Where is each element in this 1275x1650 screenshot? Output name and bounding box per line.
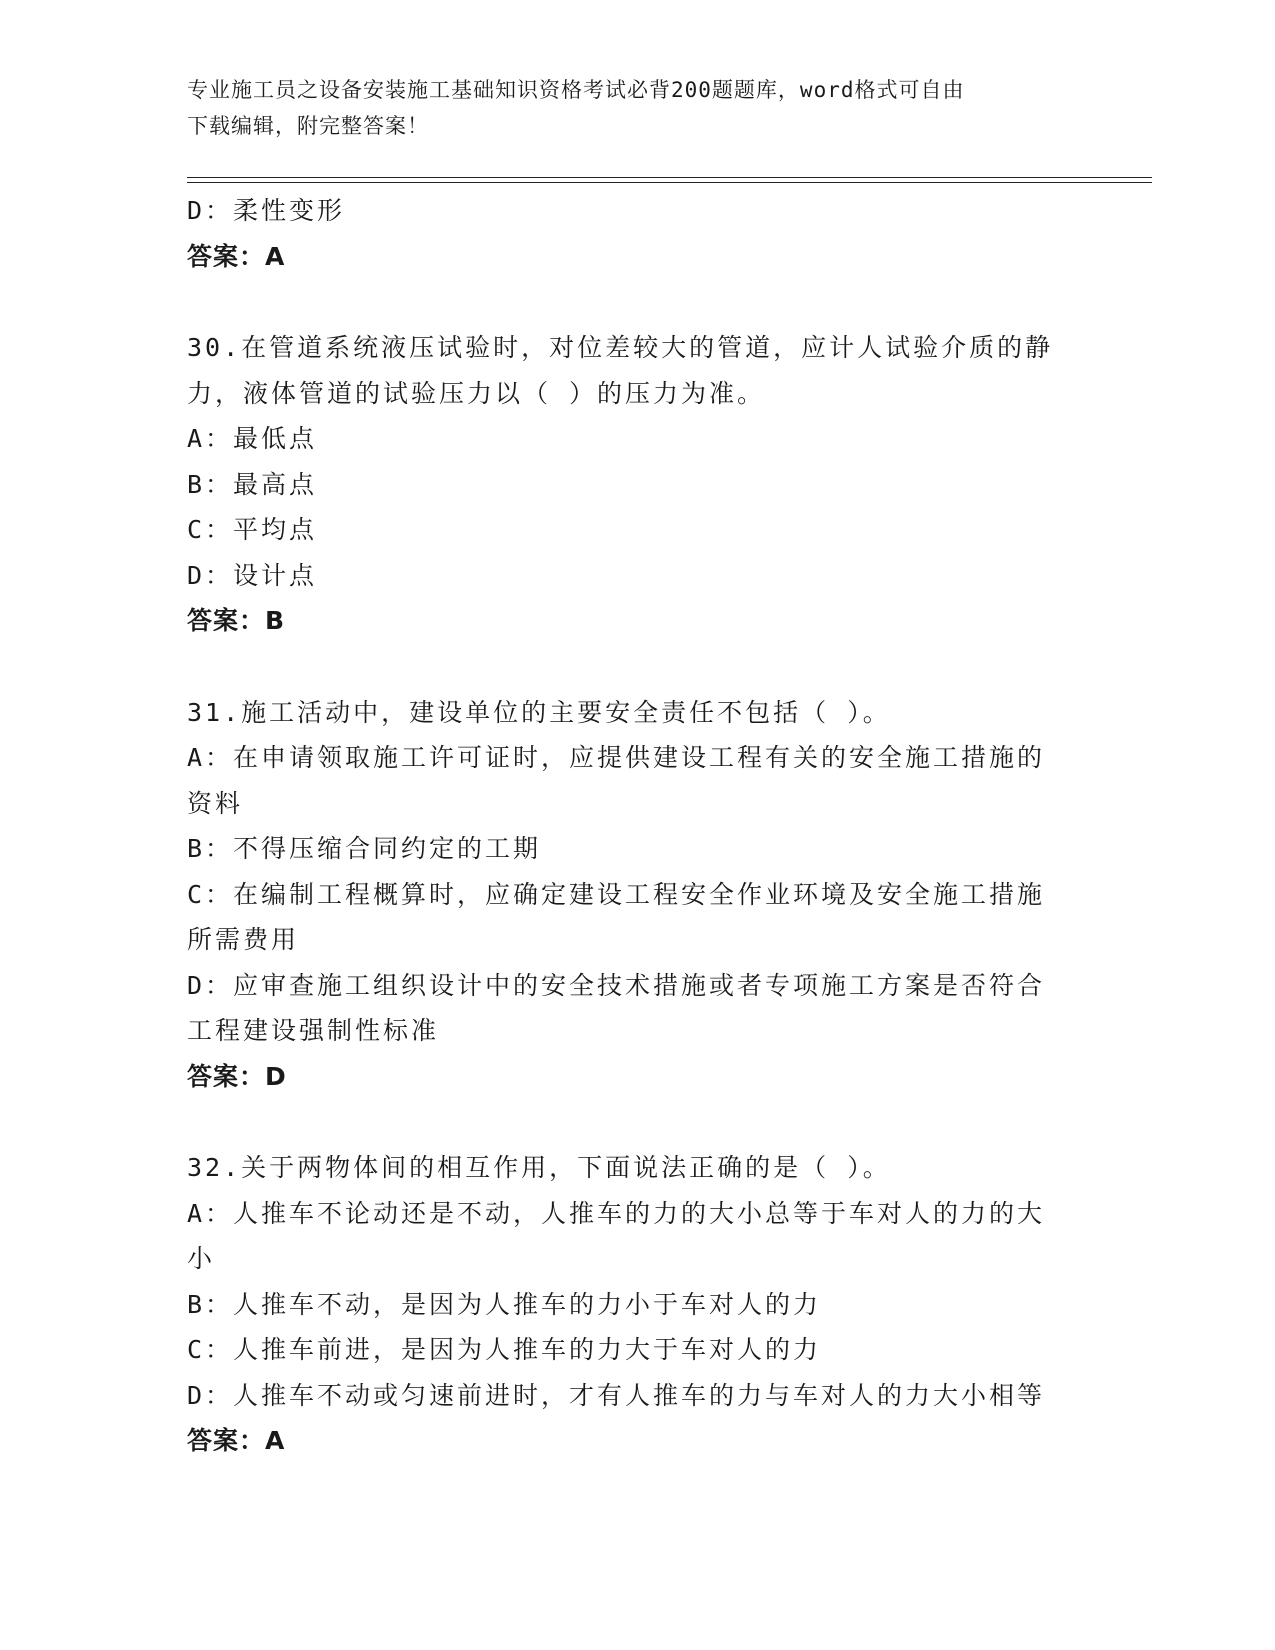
spacer bbox=[187, 644, 1087, 690]
answer-line: 答案：A bbox=[187, 241, 286, 271]
question-29-tail bbox=[187, 188, 1087, 279]
spacer bbox=[187, 279, 1087, 325]
option-a-continued: 小 bbox=[187, 1244, 216, 1273]
option-d: D：柔性变形 bbox=[187, 196, 346, 225]
option-c: C：平均点 bbox=[187, 515, 318, 544]
option-b: B：人推车不动，是因为人推车的力小于车对人的力 bbox=[187, 1289, 822, 1319]
option-a: A：人推车不论动还是不动，人推车的力的大小总等于车对人的力的大 bbox=[187, 1198, 1046, 1228]
question-31 bbox=[187, 690, 1087, 1100]
option-a: A：在申请领取施工许可证时，应提供建设工程有关的安全施工措施的 bbox=[187, 743, 1046, 772]
option-c-continued: 所需费用 bbox=[187, 925, 300, 954]
option-a-continued: 资料 bbox=[187, 788, 244, 818]
spacer bbox=[187, 1099, 1087, 1145]
option-b: B：不得压缩合同约定的工期 bbox=[187, 834, 542, 863]
question-30 bbox=[187, 325, 1087, 644]
option-d-continued: 工程建设强制性标准 bbox=[187, 1016, 440, 1045]
header-line-2: 下载编辑，附完整答案！ bbox=[187, 114, 429, 138]
answer-line: 答案：B bbox=[187, 606, 286, 635]
question-stem: 30.在管道系统液压试验时，对位差较大的管道，应计人试验介质的静 bbox=[187, 333, 1054, 362]
question-stem: 31.施工活动中，建设单位的主要安全责任不包括（ ）。 bbox=[187, 697, 891, 727]
question-stem: 32.关于两物体间的相互作用，下面说法正确的是（ ）。 bbox=[187, 1153, 891, 1182]
option-c: C：人推车前进，是因为人推车的力大于车对人的力 bbox=[187, 1335, 822, 1364]
question-stem-continued: 力，液体管道的试验压力以（ ）的压力为准。 bbox=[187, 378, 766, 408]
option-d: D：设计点 bbox=[187, 560, 318, 590]
option-d: D：人推车不动或匀速前进时，才有人推车的力与车对人的力大小相等 bbox=[187, 1380, 1046, 1410]
option-d: D：应审查施工组织设计中的安全技术措施或者专项施工方案是否符合 bbox=[187, 970, 1046, 1000]
header-line-1: 专业施工员之设备安装施工基础知识资格考试必背200题题库，word格式可自由 bbox=[187, 78, 965, 102]
answer-line: 答案：D bbox=[187, 1061, 287, 1091]
question-32 bbox=[187, 1145, 1087, 1464]
question-list bbox=[187, 188, 1087, 1464]
option-c: C：在编制工程概算时，应确定建设工程安全作业环境及安全施工措施 bbox=[187, 879, 1046, 909]
option-b: B：最高点 bbox=[187, 469, 318, 499]
option-a: A：最低点 bbox=[187, 424, 318, 453]
document-header bbox=[187, 72, 1067, 144]
header-divider-top bbox=[187, 177, 1152, 178]
header-divider-bottom bbox=[187, 182, 1152, 183]
answer-line: 答案：A bbox=[187, 1426, 286, 1455]
